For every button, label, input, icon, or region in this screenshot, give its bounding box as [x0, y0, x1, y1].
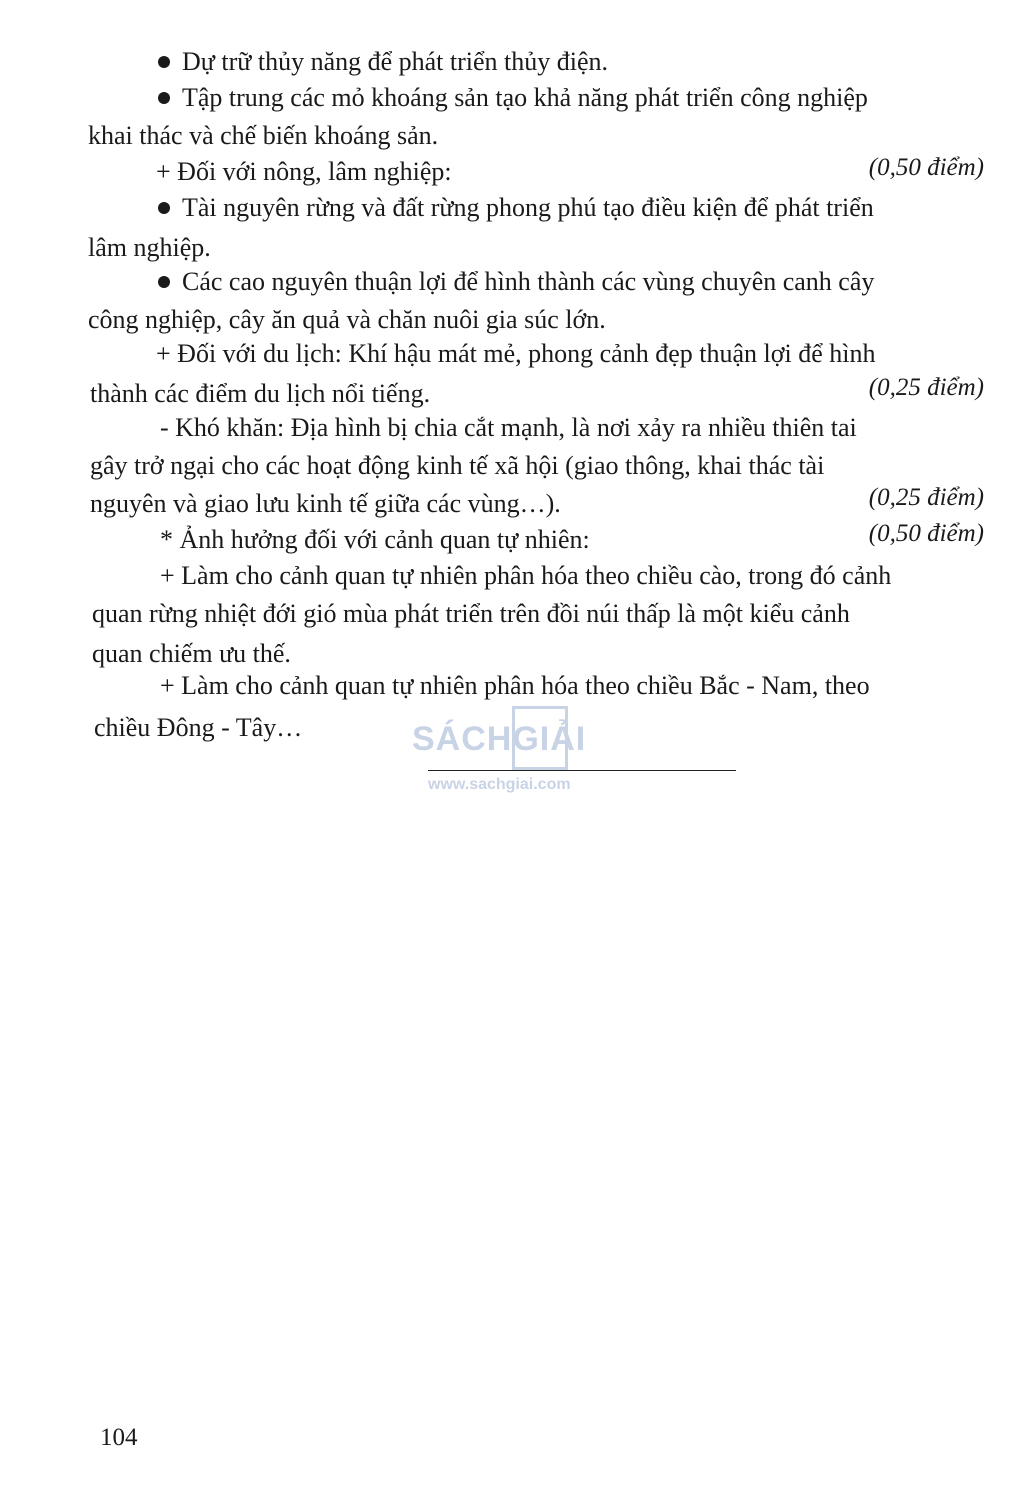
heading-landscape: * Ảnh hưởng đối với cảnh quan tự nhiên: — [160, 525, 590, 554]
heading-agriculture: + Đối với nông, lâm nghiệp: — [156, 157, 452, 186]
watermark-url: www.sachgiai.com — [428, 776, 571, 793]
bullet-icon — [158, 276, 170, 288]
bullet-icon — [158, 202, 170, 214]
score-difficulty: (0,25 điểm) — [868, 484, 984, 511]
bullet-forest: Tài nguyên rừng và đất rừng phong phú tạo điều kiện để phát triển — [158, 192, 988, 224]
bullet-hydropower: Dự trữ thủy năng để phát triển thủy điện. — [158, 46, 608, 78]
text-line: quan rừng nhiệt đới gió mùa phát triển trên đồi núi thấp là một kiểu cảnh — [92, 599, 850, 628]
bullet-minerals: Tập trung các mỏ khoáng sản tạo khả năng phát triển công nghiệp — [158, 82, 988, 114]
bullet-icon — [158, 92, 170, 104]
bullet-plateaus: Các cao nguyên thuận lợi để hình thành các vùng chuyên canh cây — [158, 266, 988, 298]
page-number: 104 — [100, 1424, 138, 1451]
score-agriculture: (0,50 điểm) — [868, 154, 984, 181]
watermark-brand: SÁCHGIẢI — [412, 720, 587, 758]
text-line: nguyên và giao lưu kinh tế giữa các vùng…). — [90, 489, 561, 518]
heading-tourism: + Đối với du lịch: Khí hậu mát mẻ, phong cảnh đẹp thuận lợi để hình — [156, 339, 876, 368]
watermark-logo — [412, 702, 632, 792]
heading-difficulty: - Khó khăn: Địa hình bị chia cắt mạnh, là nơi xảy ra nhiều thiên tai — [160, 413, 857, 442]
text-line: khai thác và chế biến khoáng sản. — [88, 121, 439, 150]
text-line: thành các điểm du lịch nổi tiếng. — [90, 379, 431, 408]
text-line: gây trở ngại cho các hoạt động kinh tế xã hội (giao thông, khai thác tài — [90, 451, 825, 480]
text-line: + Làm cho cảnh quan tự nhiên phân hóa theo chiều cào, trong đó cảnh — [160, 561, 892, 590]
bullet-icon — [158, 56, 170, 68]
text-line: quan chiếm ưu thế. — [92, 639, 291, 668]
text-line: lâm nghiệp. — [88, 233, 211, 262]
text-line: + Làm cho cảnh quan tự nhiên phân hóa theo chiều Bắc - Nam, theo — [160, 671, 870, 700]
score-tourism: (0,25 điểm) — [868, 374, 984, 401]
section-divider — [428, 770, 736, 771]
text-line: công nghiệp, cây ăn quả và chăn nuôi gia súc lớn. — [88, 305, 606, 334]
text-line: chiều Đông - Tây… — [94, 713, 303, 742]
score-landscape: (0,50 điểm) — [868, 520, 984, 547]
